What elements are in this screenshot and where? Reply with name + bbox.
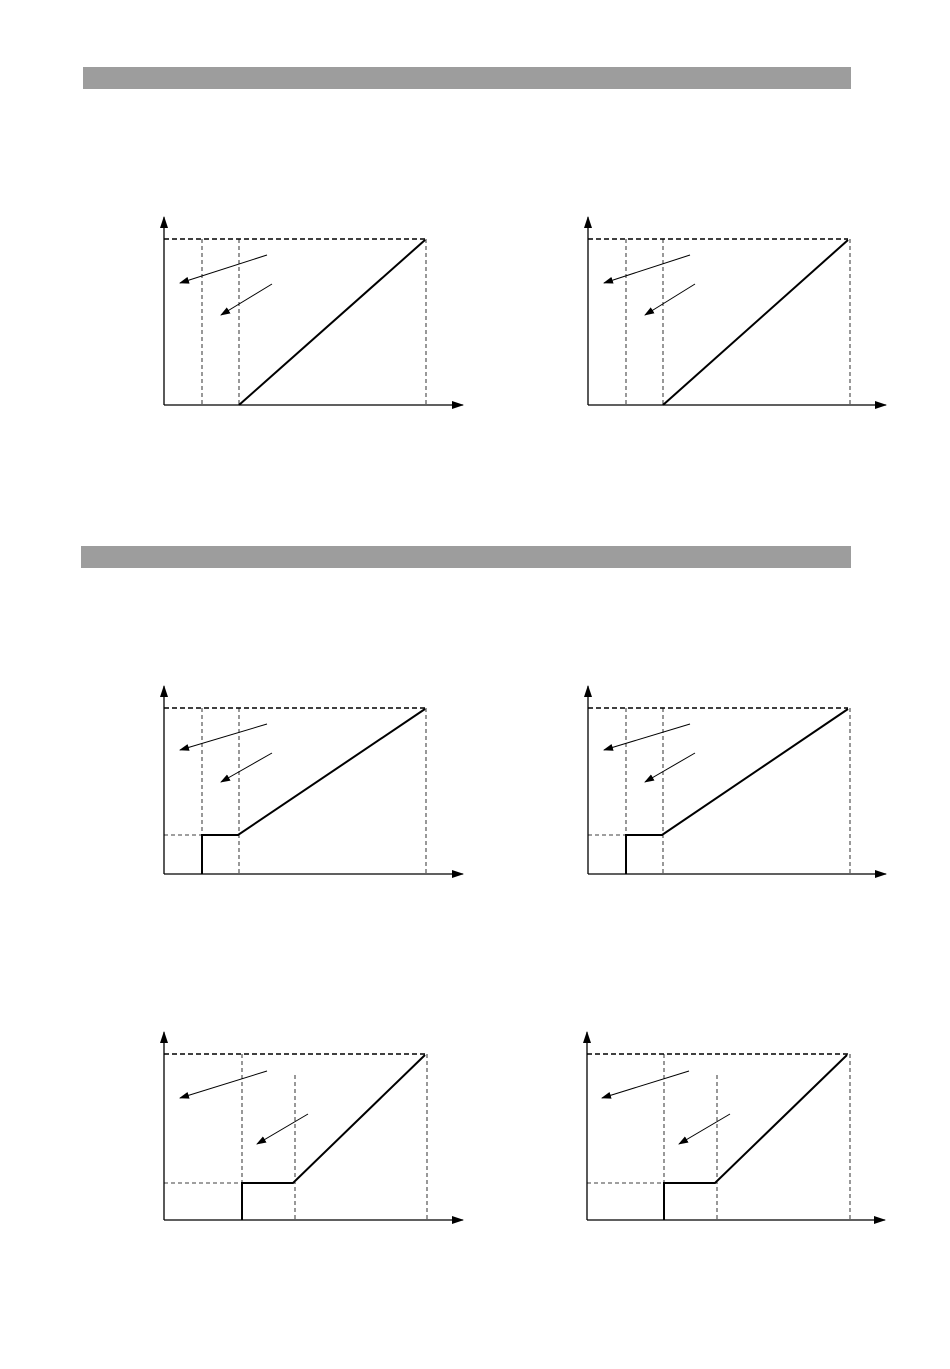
response-curve [239,240,425,405]
pointer-arrow-2 [257,1114,308,1144]
pointer-arrow-2 [221,284,272,315]
pointer-arrow-1 [604,255,690,283]
response-curve [664,1055,847,1220]
pointer-arrow-1 [180,1071,267,1098]
graph-5 [164,1032,463,1220]
pointer-arrow-1 [180,724,267,750]
pointer-arrow-2 [645,284,695,315]
pointer-arrow-2 [221,753,272,782]
graph-6 [587,1032,885,1220]
graph-3 [164,686,463,874]
pointer-arrow-2 [645,753,695,782]
response-curve [242,1055,425,1220]
graph-1 [164,217,463,405]
graph-4 [588,686,886,874]
pointer-arrow-2 [679,1114,730,1144]
response-curve [663,240,848,405]
graph-2 [588,217,886,405]
pointer-arrow-1 [604,724,690,750]
pointer-arrow-1 [602,1071,689,1098]
pointer-arrow-1 [180,255,267,283]
